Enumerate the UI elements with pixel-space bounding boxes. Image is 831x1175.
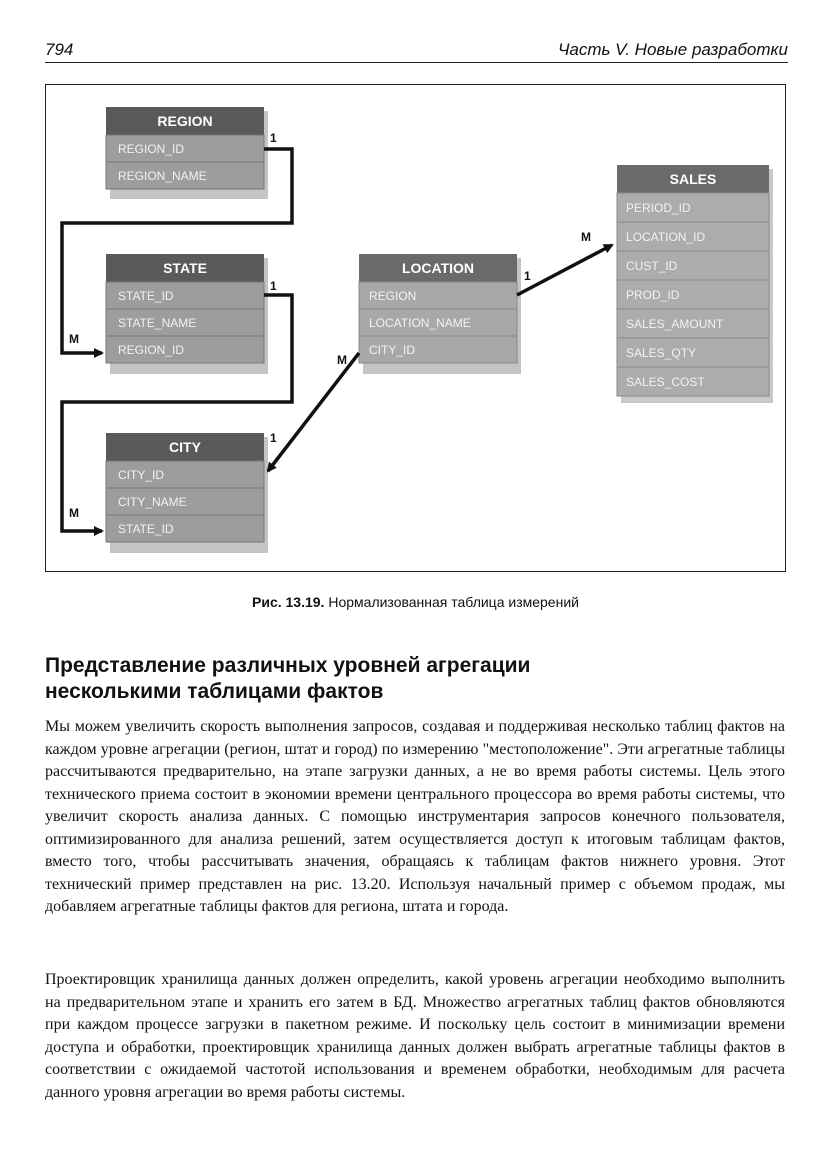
table-city-field: STATE_ID [118,522,174,536]
table-state-field: STATE_ID [118,289,174,303]
connector-location-city [268,353,359,471]
cardinality-label: M [69,332,79,346]
table-state [106,254,268,374]
table-city-field: CITY_ID [118,468,165,482]
table-location-title: LOCATION [401,260,475,276]
table-region-field: REGION_NAME [118,169,207,183]
table-sales-field: SALES_COST [626,375,705,389]
connector-location-sales [517,245,612,295]
cardinality-label: 1 [270,431,277,445]
table-sales-field: PROD_ID [626,288,680,302]
section-title [45,653,785,705]
figure-caption [0,594,831,610]
table-sales-field: SALES_AMOUNT [626,317,724,331]
caption-number: Рис. 13.19. [252,594,325,610]
cardinality-label: 1 [270,279,277,293]
table-city-field: CITY_NAME [118,495,187,509]
part-title: Часть V. Новые разработки [557,40,788,59]
table-state-title: STATE [163,260,207,276]
cardinality-label: 1 [524,269,531,283]
table-region-title: REGION [157,113,213,129]
table-city-title: CITY [169,439,201,455]
table-sales [617,165,773,403]
cardinality-label: M [337,353,347,367]
table-state-field: STATE_NAME [118,316,197,330]
table-sales-field: PERIOD_ID [626,201,691,215]
cardinality-label: 1 [270,131,277,145]
table-region-field: REGION_ID [118,142,185,156]
figure-diagram [45,84,786,572]
table-state-field: REGION_ID [118,343,185,357]
table-city [106,433,268,553]
cardinality-label: M [69,506,79,520]
er-diagram [46,85,785,571]
table-location-field: LOCATION_NAME [369,316,471,330]
page-number: 794 [45,40,74,59]
table-location-field: CITY_ID [369,343,416,357]
section-title-line: Представление различных уровней агрегации [45,654,531,677]
table-location-field: REGION [369,289,417,303]
section-title-line: несколькими таблицами фактов [45,680,384,703]
table-location [359,254,521,374]
table-region [106,107,268,199]
running-head [45,38,788,63]
body-paragraph: Мы можем увеличить скорость выполнения запросов, создавая и поддерживая несколько таблиц фактов на каждом уровне агрегации (регион, штат и город) по измерению "местоположение". Эти агрегатные таблицы рассчитываются предварительно, на этапе загрузки данных, а не во время работы системы. Цель этого технического приема состоит в экономии времени центрального процессора во время работы системы, что увеличит скорость анализа данных. С помощью инструментария запросов конечного пользователя, оптимизированного для анализа решений, затем осуществляется доступ к итоговым таблицам фактов, вместо того, чтобы рассчитывать значения, обращаясь к таблицам фактов нижнего уровня. Этот технический пример представлен на рис. 13.20. Используя начальный пример с объемом продаж, мы добавляем агрегатные таблицы фактов для региона, штата и города. [45,718,785,915]
table-sales-title: SALES [669,171,717,187]
caption-text: Нормализованная таблица измерений [328,594,579,610]
table-sales-field: LOCATION_ID [626,230,706,244]
table-sales-field: SALES_QTY [626,346,697,360]
table-sales-field: CUST_ID [626,259,678,273]
cardinality-label: M [581,230,591,244]
body-paragraph: Проектировщик хранилища данных должен определить, какой уровень агрегации необходимо выполнить на предварительном этапе и хранить его затем в БД. Множество агрегатных таблиц фактов обновляются при каждом процессе загрузки в пакетном режиме. И поскольку цель состоит в минимизации времени доступа и обработки, проектировщик хранилища данных должен выбрать агрегатные таблицы фактов в соответствии с ожидаемой частотой использования и временем обработки, необходимым для расчета данного уровня агрегации во время работы системы. [45,971,785,1101]
